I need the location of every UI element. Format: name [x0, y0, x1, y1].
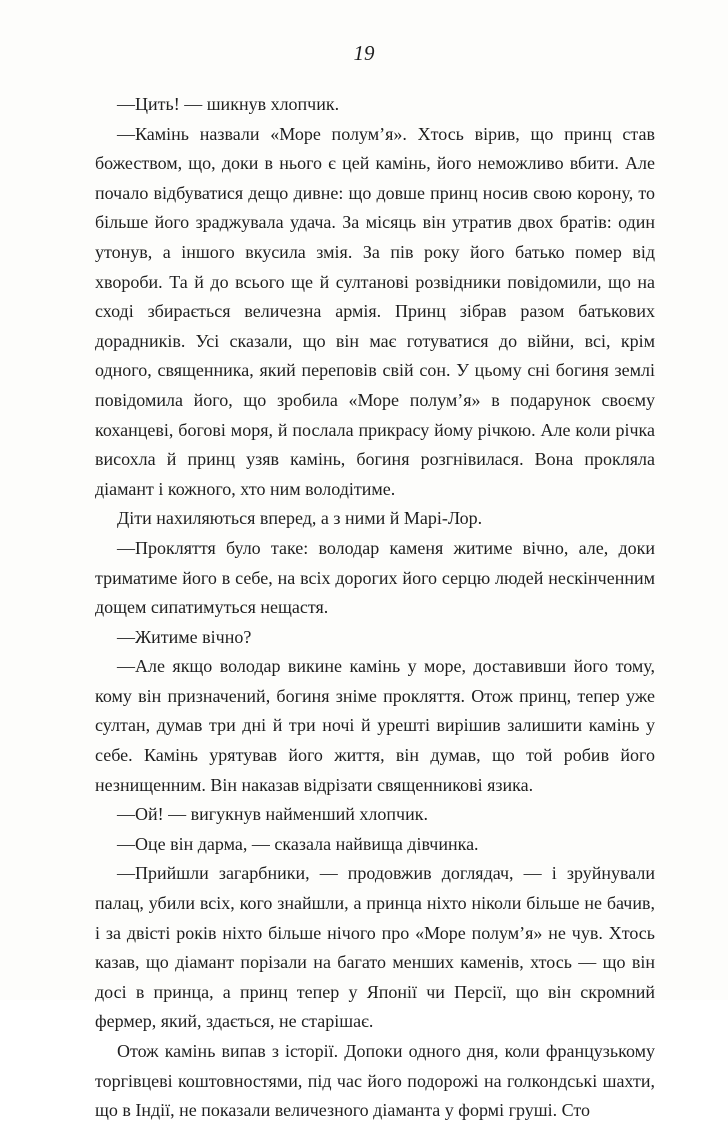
paragraph: —Оце він дарма, — сказала найвища дівчинка. — [117, 833, 479, 854]
paragraph: —Цить! — шикнув хлопчик. — [117, 94, 340, 114]
paragraph: Діти нахиляються вперед, а з ними й Марі-Лор. — [117, 508, 483, 529]
page-text-body — [95, 90, 655, 1126]
paragraph: Отож камінь випав з історії. Допоки одного дня, коли французькому торгівцеві коштовностями, під час його подорожі на голкондські шахти, що в Індії, не показали величезного діаманта у формі груші. Сто — [95, 1041, 655, 1121]
paragraph: —Прокляття було таке: володар каменя житиме вічно, але, доки триматиме його в себе, на всіх дорогих його серцю людей нескінченним дощем сипатимуться нещастя. — [95, 537, 655, 618]
paragraph: —Житиме вічно? — [117, 626, 252, 647]
paragraph: —Але якщо володар викине камінь у море, доставивши його тому, кому він призначений, богиня зніме прокляття. Отож принц, тепер уже султан, думав три дні й три ночі й урешті вирішив залишити камінь у себе. Камінь урятував його життя, він думав, що той робив його незнищенним. Він наказав відрізати священникові язика. — [95, 656, 655, 795]
paragraph: —Ой! — вигукнув найменший хлопчик. — [117, 804, 428, 825]
page-number: 19 — [353, 41, 375, 65]
paragraph: —Прийшли загарбники, — продовжив доглядач, — і зруйнували палац, убили всіх, кого знайшли, а принца ніхто ніколи більше не бачив, і за двісті років ніхто більше нічого про «Море полум’я» не чув. Хтось казав, що діамант порізали на багато менших каменів, хтось — що він досі в принца, а принц тепер у Японії чи Персії, що він скромний фермер, який, здається, не старішає. — [95, 863, 655, 1032]
paragraph: —Камінь назвали «Море полум’я». Хтось вірив, що принц став божеством, що, доки в нього є цей камінь, його неможливо вбити. Але почало відбуватися дещо дивне: що довше принц носив свою корону, то більше його зраджувала удача. За місяць він утратив двох братів: один утонув, а іншого вкусила змія. За пів року його батько помер від хвороби. Та й до всього ще й султанові розвідники повідомили, що на сході збирається величезна армія. Принц зібрав разом батькових дорадників. Усі сказали, що він має готуватися до війни, всі, крім одного, священника, який переповів свій сон. У цьому сні богиня землі повідомила його, що зробила «Море полум’я» в подарунок своєму коханцеві, богові моря, й послала прикрасу йому річкою. Але коли річка висохла й принц узяв камінь, богиня розгнівилася. Вона прокляла діамант і кожного, хто ним володітиме. — [95, 123, 655, 499]
